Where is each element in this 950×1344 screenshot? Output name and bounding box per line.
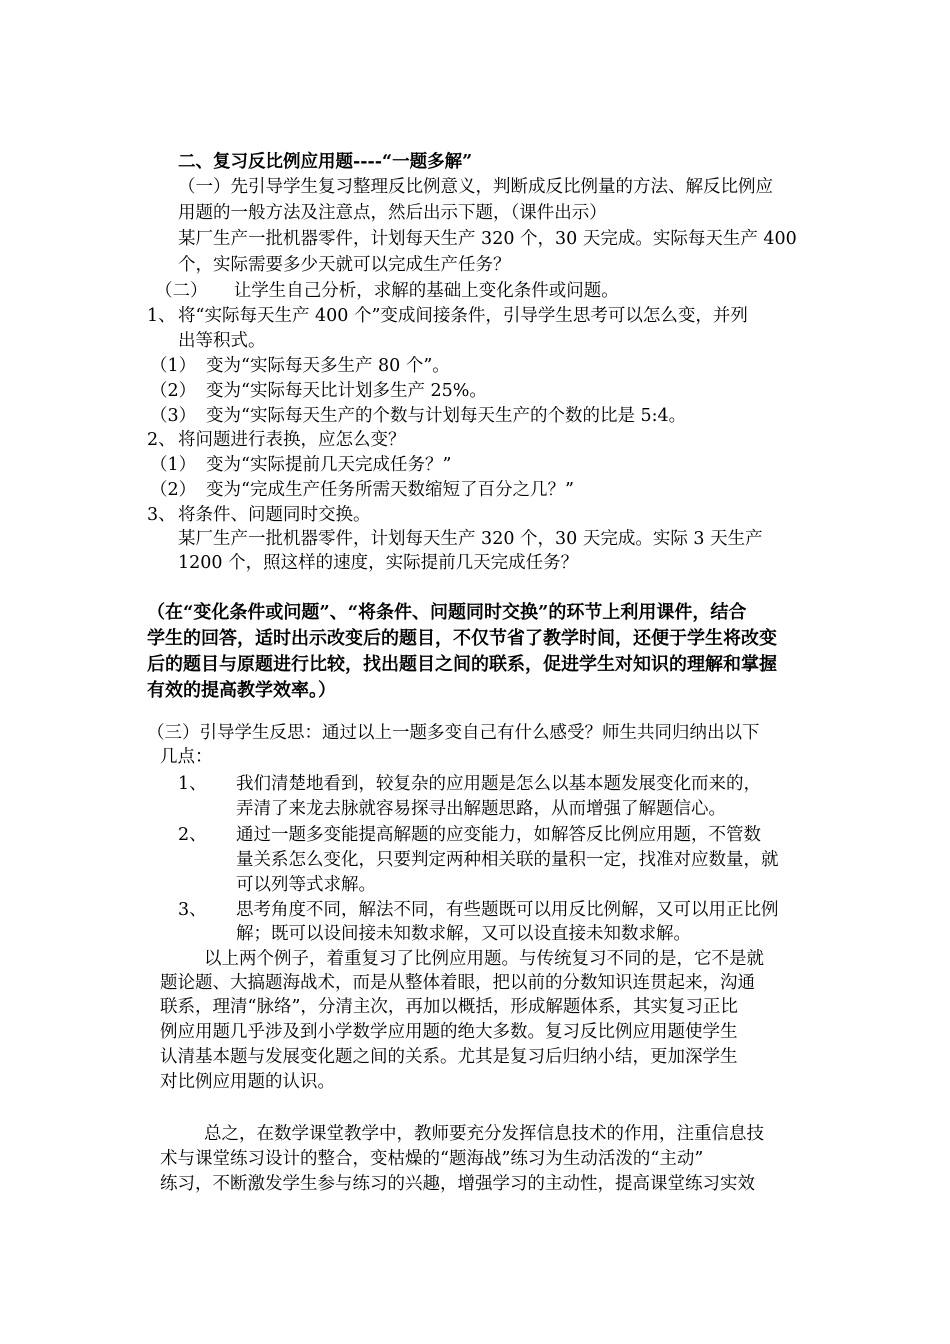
list-number: 3、 — [147, 505, 176, 525]
paragraph-line: 个，实际需要多少天就可以完成生产任务？ — [178, 255, 511, 275]
sub-item-number: （3） — [150, 406, 197, 426]
list-number: 2、 — [147, 430, 176, 450]
paragraph-line: 练习，不断激发学生参与练习的兴趣，增强学习的主动性，提高课堂练习实效 — [160, 1174, 755, 1194]
paragraph-line: 例应用题几乎涉及到小学数学应用题的绝大多数。复习反比例应用题使学生 — [160, 1022, 738, 1042]
list-text: 出等积式。 — [178, 331, 266, 351]
paragraph-line: 对比例应用题的认识。 — [160, 1072, 335, 1092]
sub-item-number: （2） — [150, 480, 197, 500]
paragraph-line: 某厂生产一批机器零件，计划每天生产 320 个，30 天完成。实际 3 天生产 — [178, 529, 763, 549]
sub-item-text: 变为“实际每天生产的个数与计划每天生产的个数的比是 5:4。 — [206, 406, 687, 426]
list-text: 量关系怎么变化，只要判定两种相关联的量积一定，找准对应数量，就 — [236, 850, 779, 870]
sub-item-text: 变为“实际每天多生产 80 个”。 — [206, 356, 450, 376]
sub-item-number: （2） — [150, 381, 197, 401]
list-text: 思考角度不同，解法不同，有些题既可以用反比例解，又可以用正比例 — [236, 900, 779, 920]
list-text: 通过一题多变能提高解题的应变能力，如解答反比例应用题，不管数 — [236, 825, 761, 845]
paragraph-line: 术与课堂练习设计的整合，变枯燥的“题海战”练习为生动活泼的“主动” — [160, 1149, 704, 1169]
paragraph-line: （三）引导学生反思：通过以上一题多变自己有什么感受？师生共同归纳出以下 — [147, 723, 760, 743]
list-text: 将问题进行表换，应怎么变？ — [178, 430, 406, 450]
paragraph-line: 认清基本题与发展变化题之间的关系。尤其是复习后归纳小结，更加深学生 — [160, 1047, 738, 1067]
sub-item-text: 变为“实际提前几天完成任务？” — [206, 455, 452, 475]
list-number: 1、 — [178, 774, 207, 794]
list-text: 将“实际每天生产 400 个”变成间接条件，引导学生思考可以怎么变，并列 — [178, 306, 748, 326]
note-line: 学生的回答，适时出示改变后的题目，不仅节省了教学时间，还便于学生将改变 — [147, 628, 777, 649]
paragraph-line: 题论题、大搞题海战术，而是从整体着眼，把以前的分数知识连贯起来，沟通 — [160, 973, 755, 993]
note-line: 后的题目与原题进行比较，找出题目之间的联系，促进学生对知识的理解和掌握 — [147, 654, 777, 675]
list-text: 解；既可以设间接未知数求解，又可以设直接未知数求解。 — [236, 924, 691, 944]
paragraph-line: 1200 个，照这样的速度，实际提前几天完成任务？ — [178, 553, 579, 573]
list-text: 弄清了来龙去脉就容易探寻出解题思路，从而增强了解题信心。 — [236, 799, 726, 819]
paragraph-line: 以上两个例子，着重复习了比例应用题。与传统复习不同的是，它不是就 — [204, 949, 764, 969]
list-number: 1、 — [147, 306, 176, 326]
list-text: 将条件、问题同时交换。 — [178, 505, 371, 525]
sub-item-number: （1） — [150, 356, 197, 376]
section-heading: 二、复习反比例应用题----“一题多解” — [178, 152, 473, 172]
paragraph-line: （一）先引导学生复习整理反比例意义，判断成反比例量的方法、解反比例应 — [178, 177, 773, 197]
paragraph-line: 总之，在数学课堂教学中，教师要充分发挥信息技术的作用，注重信息技 — [204, 1124, 764, 1144]
list-number: 2、 — [178, 825, 207, 845]
sub-item-text: 变为“实际每天比计划多生产 25%。 — [206, 381, 487, 401]
paragraph-line: 某厂生产一批机器零件，计划每天生产 320 个，30 天完成。实际每天生产 400 — [178, 229, 797, 249]
note-line: 有效的提高教学效率。） — [147, 680, 336, 701]
sub-item-text: 变为“完成生产任务所需天数缩短了百分之几？” — [206, 480, 574, 500]
paragraph-line: 联系，理清“脉络”，分清主次，再加以概括，形成解题体系，其实复习正比 — [160, 997, 738, 1017]
list-text: 可以列等式求解。 — [236, 875, 376, 895]
subsection-heading: （二） 让学生自己分析，求解的基础上变化条件或问题。 — [155, 281, 619, 301]
list-text: 我们清楚地看到，较复杂的应用题是怎么以基本题发展变化而来的， — [236, 774, 761, 794]
paragraph-line: 几点： — [160, 747, 213, 767]
paragraph-line: 用题的一般方法及注意点，然后出示下题，（课件出示） — [178, 203, 607, 223]
list-number: 3、 — [178, 900, 207, 920]
sub-item-number: （1） — [150, 455, 197, 475]
note-line: （在“变化条件或问题”、“将条件、问题同时交换”的环节上利用课件，结合 — [147, 602, 747, 623]
